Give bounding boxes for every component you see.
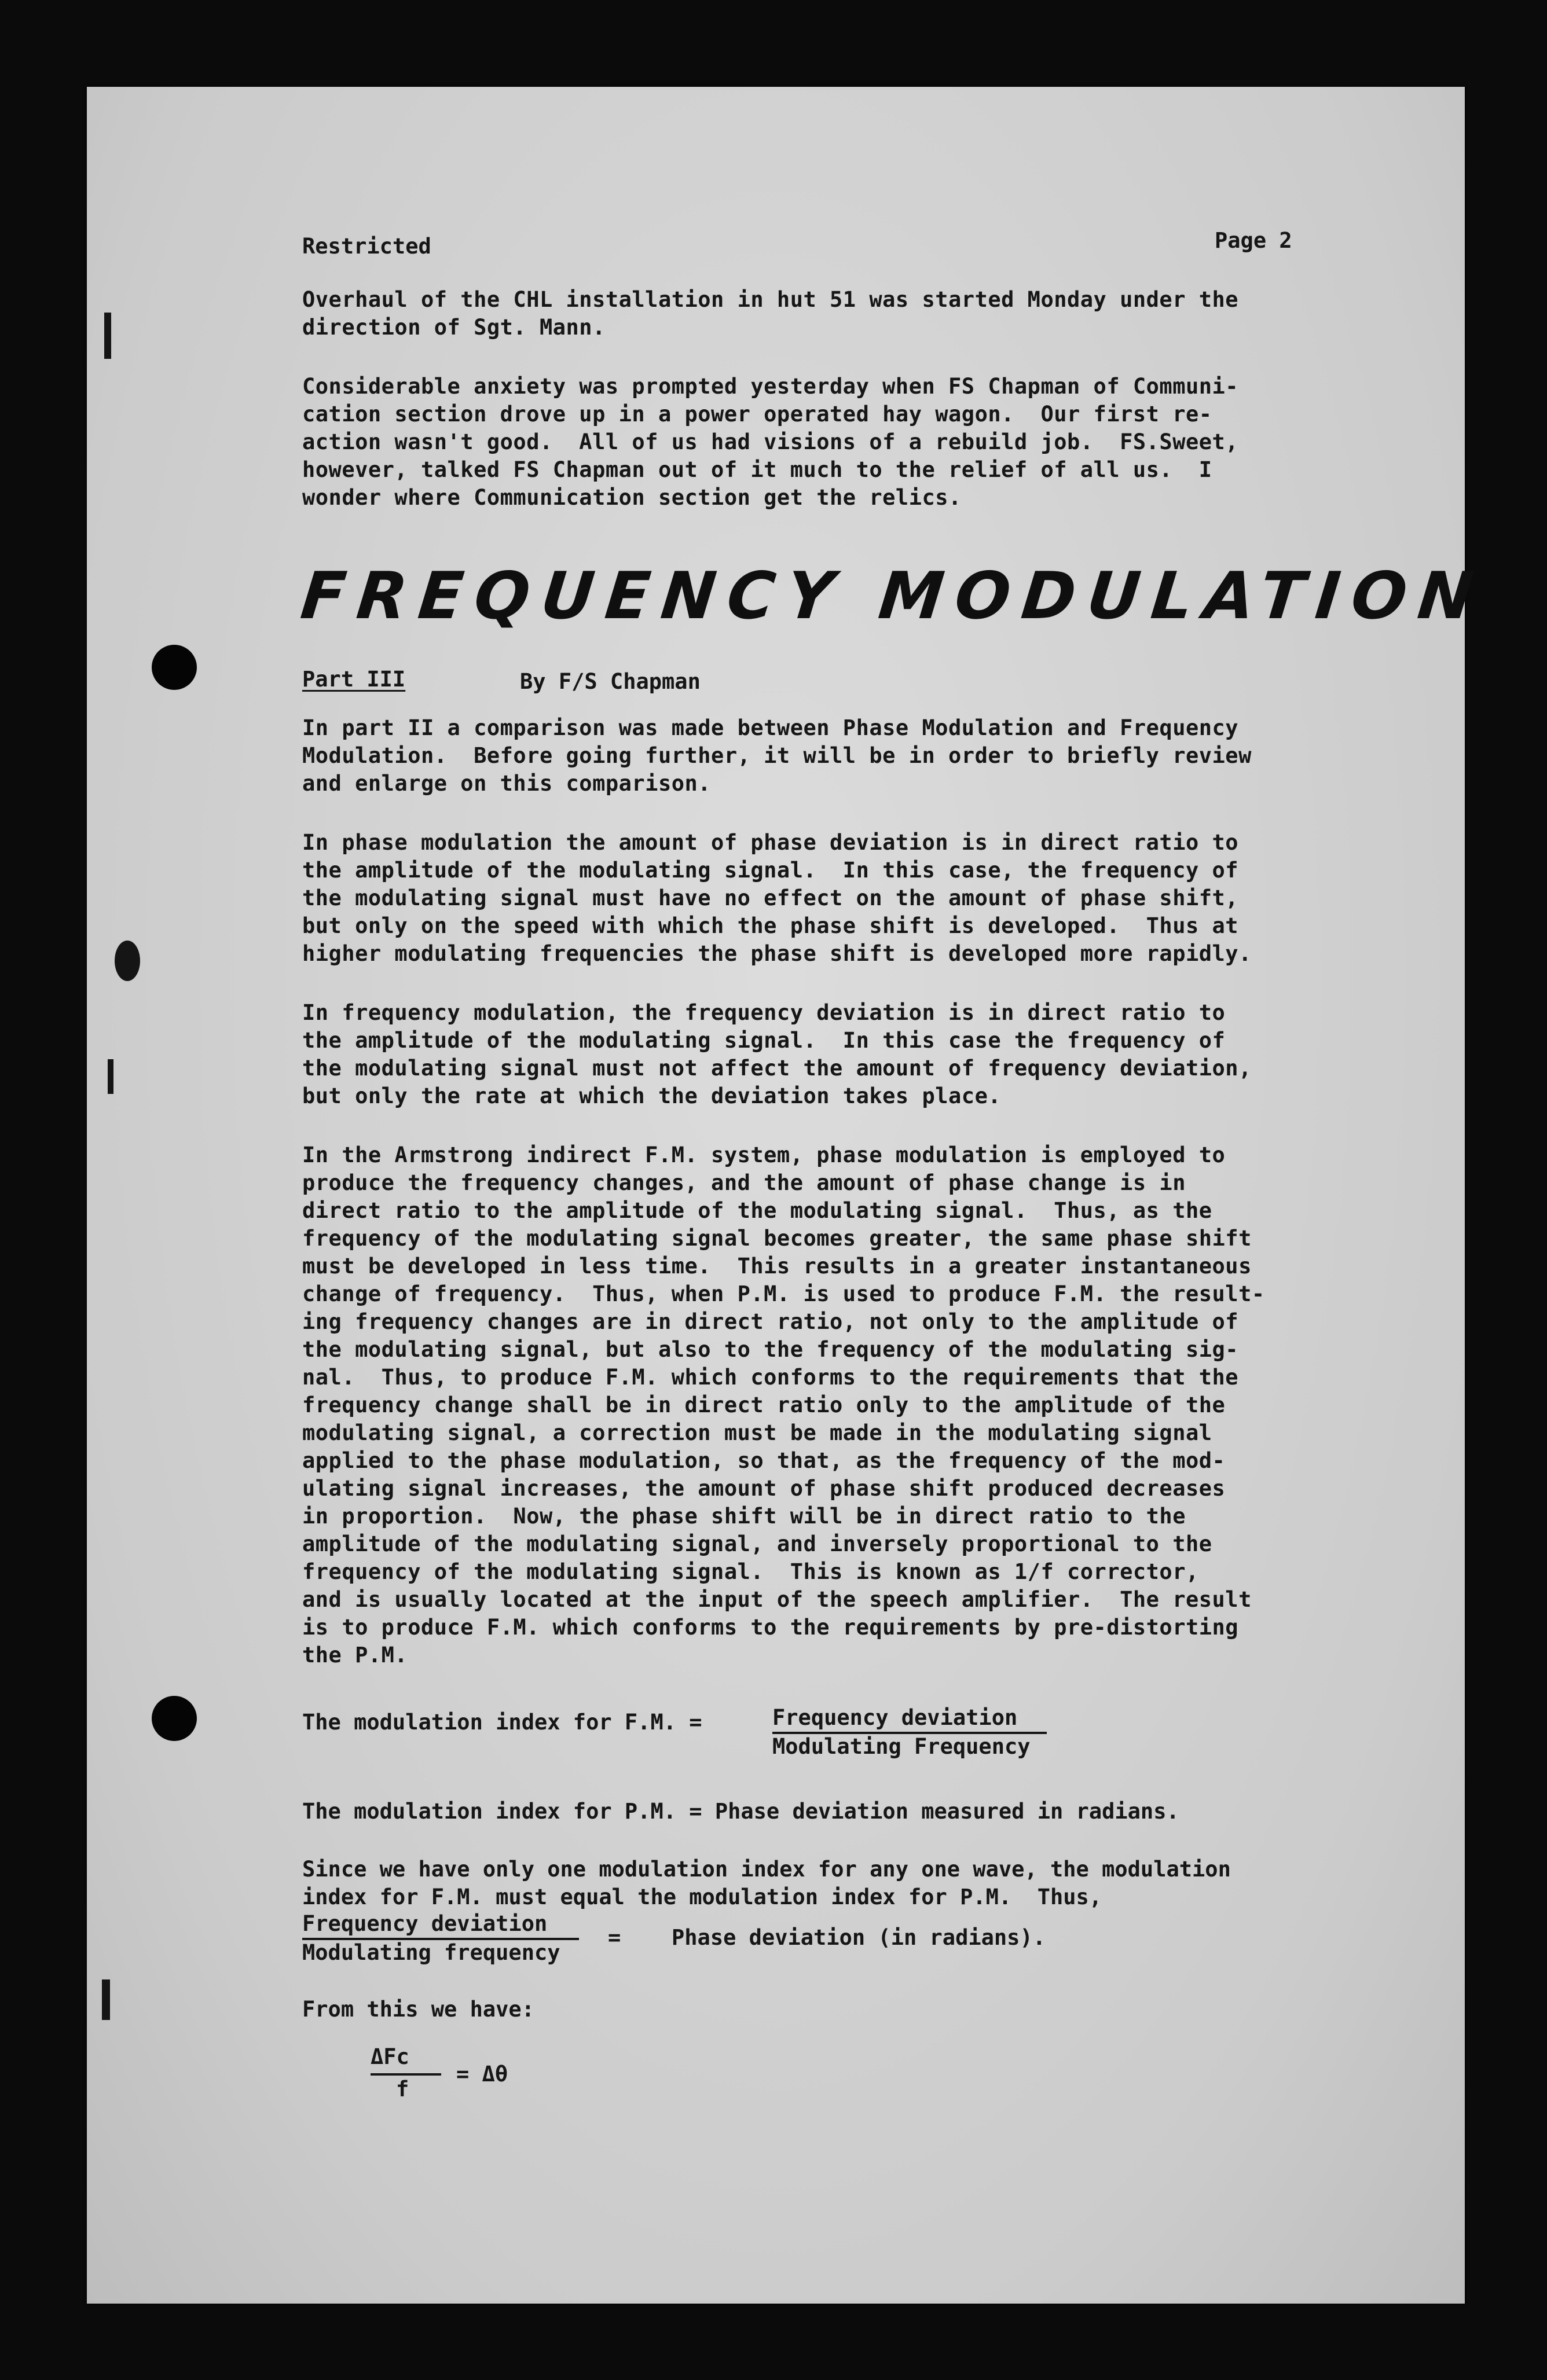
formula-equality-rhs: Phase deviation (in radians).	[672, 1925, 1046, 1950]
text-line: applied to the phase modulation, so that, as the frequency of the mod-	[302, 1448, 1226, 1473]
restricted-label: Restricted	[302, 234, 431, 259]
formula-equality-numerator: Frequency deviation	[302, 1911, 548, 1936]
formula-pm-index: The modulation index for P.M. = Phase deviation measured in radians.	[302, 1799, 1179, 1824]
text-line: amplitude of the modulating signal, and inversely proportional to the	[302, 1531, 1212, 1556]
text-line: must be developed in less time. This results in a greater instantaneous	[302, 1254, 1252, 1279]
part-label: Part III	[302, 667, 406, 692]
text-line: index for F.M. must equal the modulation index for P.M. Thus,	[302, 1885, 1102, 1909]
text-line: higher modulating frequencies the phase shift is developed more rapidly.	[302, 941, 1252, 966]
ink-smudge	[108, 1059, 113, 1094]
text-line: the modulating signal, but also to the frequency of the modulating sig-	[302, 1337, 1239, 1362]
formula-fm-numerator: Frequency deviation	[772, 1705, 1018, 1730]
text-line: frequency change shall be in direct ratio only to the amplitude of the	[302, 1393, 1226, 1417]
text-line: but only on the speed with which the phase shift is developed. Thus at	[302, 913, 1239, 938]
punch-hole	[152, 1696, 197, 1741]
ink-smudge	[102, 1979, 110, 2020]
formula-result-rhs: = Δθ	[456, 2062, 508, 2087]
text-line: ulating signal increases, the amount of phase shift produced decreases	[302, 1476, 1226, 1501]
text-line: the modulating signal must not affect the amount of frequency deviation,	[302, 1056, 1252, 1081]
text-line: wonder where Communication section get the relics.	[302, 485, 962, 510]
formula-result-denominator: f	[396, 2077, 409, 2102]
text-line: ing frequency changes are in direct ratio, not only to the amplitude of	[302, 1309, 1239, 1334]
text-line: but only the rate at which the deviation takes place.	[302, 1084, 1002, 1108]
text-line: Considerable anxiety was prompted yesterday when FS Chapman of Communi-	[302, 374, 1239, 399]
text-line: Modulation. Before going further, it will be in order to briefly review	[302, 743, 1252, 768]
text-line: the P.M.	[302, 1643, 408, 1668]
formula-equals-sign: =	[608, 1925, 621, 1950]
text-line: the modulating signal must have no effect on the amount of phase shift,	[302, 886, 1239, 910]
text-line: and enlarge on this comparison.	[302, 771, 712, 796]
formula-equality-denominator: Modulating frequency	[302, 1940, 560, 1965]
text-line: change of frequency. Thus, when P.M. is used to produce F.M. the result-	[302, 1281, 1265, 1306]
formula-fm-denominator: Modulating Frequency	[772, 1734, 1031, 1759]
page-number: Page 2	[1215, 228, 1292, 253]
text-line: cation section drove up in a power operated hay wagon. Our first re-	[302, 402, 1212, 427]
text-line: frequency of the modulating signal. This is known as 1/f corrector,	[302, 1559, 1199, 1584]
formula-result-numerator: ΔFc	[371, 2044, 409, 2069]
text-line: direct ratio to the amplitude of the modulating signal. Thus, as the	[302, 1198, 1212, 1223]
text-line: In phase modulation the amount of phase deviation is in direct ratio to	[302, 830, 1239, 855]
text-line: however, talked FS Chapman out of it much to the relief of all us. I	[302, 457, 1212, 482]
text-line: nal. Thus, to produce F.M. which conforms to the requirements that the	[302, 1365, 1239, 1390]
text-line: and is usually located at the input of the speech amplifier. The result	[302, 1587, 1252, 1612]
text-line: produce the frequency changes, and the amount of phase change is in	[302, 1170, 1186, 1195]
text-line: Overhaul of the CHL installation in hut 51 was started Monday under the	[302, 287, 1239, 312]
ink-smudge	[104, 313, 111, 359]
text-line: frequency of the modulating signal becomes greater, the same phase shift	[302, 1226, 1252, 1251]
text-line: From this we have:	[302, 1997, 534, 2022]
fraction-bar	[371, 2073, 441, 2076]
text-line: modulating signal, a correction must be made in the modulating signal	[302, 1420, 1212, 1445]
text-line: action wasn't good. All of us had visions of a rebuild job. FS.Sweet,	[302, 429, 1239, 454]
text-line: the amplitude of the modulating signal. In this case the frequency of	[302, 1028, 1226, 1053]
text-line: Since we have only one modulation index for any one wave, the modulation	[302, 1857, 1231, 1882]
text-line: in proportion. Now, the phase shift will be in direct ratio to the	[302, 1504, 1186, 1529]
text-line: is to produce F.M. which conforms to the requirements by pre-distorting	[302, 1615, 1239, 1640]
text-line: In the Armstrong indirect F.M. system, phase modulation is employed to	[302, 1143, 1226, 1167]
text-line: the amplitude of the modulating signal. In this case, the frequency of	[302, 858, 1239, 883]
text-line: direction of Sgt. Mann.	[302, 315, 606, 340]
article-title: FREQUENCY MODULATION	[297, 559, 1489, 634]
byline: By F/S Chapman	[520, 669, 701, 694]
punch-hole	[152, 645, 197, 690]
text-line: In part II a comparison was made between Phase Modulation and Frequency	[302, 715, 1239, 740]
ink-smudge	[115, 941, 140, 981]
formula-fm-index-lead: The modulation index for F.M. =	[302, 1710, 702, 1735]
text-line: In frequency modulation, the frequency deviation is in direct ratio to	[302, 1000, 1226, 1025]
